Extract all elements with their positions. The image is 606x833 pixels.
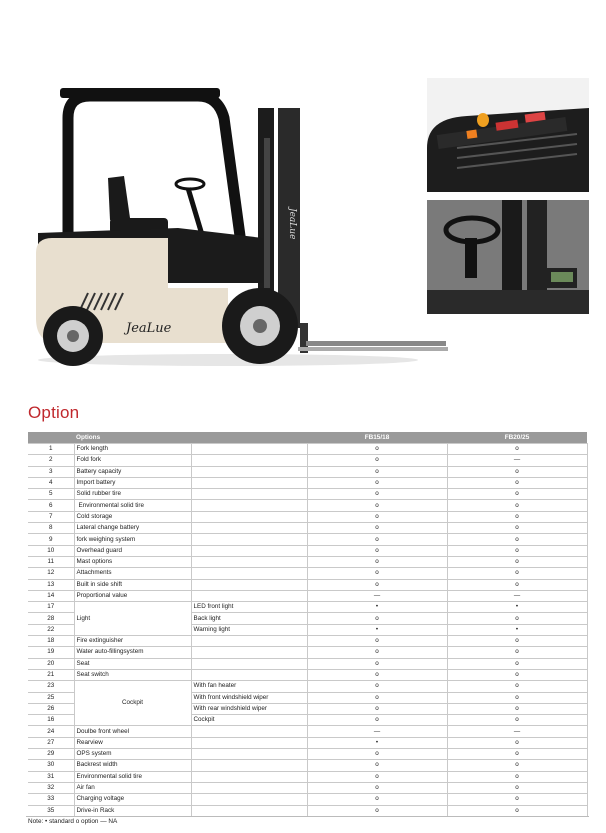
- model-b-mark: o: [447, 636, 587, 647]
- option-sub: [191, 782, 307, 793]
- option-sub: [191, 658, 307, 669]
- model-a-mark: •: [307, 602, 447, 613]
- option-sub: [191, 771, 307, 782]
- table-row: [28, 444, 587, 455]
- model-a-mark: o: [307, 500, 447, 511]
- model-a-mark: o: [307, 805, 447, 816]
- row-number: 17: [28, 602, 74, 613]
- model-b-mark: o: [447, 568, 587, 579]
- model-b-mark: o: [447, 794, 587, 805]
- row-number: 22: [28, 624, 74, 635]
- table-row: [28, 489, 587, 500]
- row-number: 4: [28, 477, 74, 488]
- option-name: Charging voltage: [74, 794, 191, 805]
- model-b-mark: o: [447, 647, 587, 658]
- model-a-mark: o: [307, 782, 447, 793]
- model-a-mark: o: [307, 556, 447, 567]
- model-a-mark: o: [307, 794, 447, 805]
- option-sub: [191, 556, 307, 567]
- legend-note: Note: • standard o option — NA: [28, 818, 118, 825]
- table-row: [28, 749, 587, 760]
- header-no: [28, 432, 74, 444]
- option-sub: [191, 523, 307, 534]
- row-number: 29: [28, 749, 74, 760]
- model-b-mark: o: [447, 523, 587, 534]
- model-b-mark: o: [447, 556, 587, 567]
- model-a-mark: o: [307, 545, 447, 556]
- model-a-mark: •: [307, 737, 447, 748]
- model-a-mark: o: [307, 523, 447, 534]
- option-sub: [191, 489, 307, 500]
- model-b-mark: o: [447, 681, 587, 692]
- table-row: [28, 602, 587, 613]
- row-number: 11: [28, 556, 74, 567]
- model-b-mark: —: [447, 590, 587, 601]
- model-b-mark: o: [447, 534, 587, 545]
- option-sub: [191, 511, 307, 522]
- option-sub: [191, 545, 307, 556]
- option-sub: [191, 477, 307, 488]
- row-number: 33: [28, 794, 74, 805]
- option-name: Rearview: [74, 737, 191, 748]
- model-a-mark: o: [307, 477, 447, 488]
- model-b-mark: o: [447, 613, 587, 624]
- option-name: Backrest width: [74, 760, 191, 771]
- row-number: 23: [28, 681, 74, 692]
- row-number: 24: [28, 726, 74, 737]
- option-name: Import battery: [74, 477, 191, 488]
- option-name: OPS system: [74, 749, 191, 760]
- section-title: Option: [28, 403, 80, 422]
- row-number: 12: [28, 568, 74, 579]
- table-row: [28, 579, 587, 590]
- option-sub: [191, 794, 307, 805]
- table-row: [28, 760, 587, 771]
- table-row: [28, 782, 587, 793]
- model-b-mark: o: [447, 692, 587, 703]
- option-sub: [191, 760, 307, 771]
- model-a-mark: o: [307, 455, 447, 466]
- option-sub: With fan heater: [191, 681, 307, 692]
- svg-text:JeaLue: JeaLue: [287, 208, 297, 240]
- model-a-mark: o: [307, 669, 447, 680]
- model-b-mark: o: [447, 760, 587, 771]
- options-table: [28, 432, 588, 817]
- model-b-mark: o: [447, 466, 587, 477]
- row-number: 6: [28, 500, 74, 511]
- option-name: Battery capacity: [74, 466, 191, 477]
- divider: [26, 816, 589, 817]
- option-sub: [191, 726, 307, 737]
- table-row: [28, 511, 587, 522]
- model-a-mark: o: [307, 444, 447, 455]
- row-number: 18: [28, 636, 74, 647]
- option-sub: [191, 669, 307, 680]
- group-cockpit: Cockpit: [74, 681, 191, 726]
- model-b-mark: o: [447, 489, 587, 500]
- model-a-mark: o: [307, 579, 447, 590]
- option-sub: [191, 636, 307, 647]
- option-name: Solid rubber tire: [74, 489, 191, 500]
- model-a-mark: o: [307, 613, 447, 624]
- model-a-mark: —: [307, 726, 447, 737]
- cockpit-photo: [427, 200, 589, 314]
- option-name: Environmental solid tire: [74, 771, 191, 782]
- table-row: [28, 523, 587, 534]
- option-name: Mast options: [74, 556, 191, 567]
- table-row: [28, 726, 587, 737]
- roof-lights-photo: [427, 78, 589, 192]
- table-row: [28, 805, 587, 816]
- option-name: Drive-in Rack: [74, 805, 191, 816]
- model-b-mark: o: [447, 545, 587, 556]
- option-sub: With front windshield wiper: [191, 692, 307, 703]
- table-row: [28, 737, 587, 748]
- model-b-mark: o: [447, 477, 587, 488]
- option-name: Built in side shift: [74, 579, 191, 590]
- header-model-b: FB20/25: [447, 432, 587, 444]
- option-sub: [191, 444, 307, 455]
- option-name: Fire extinguisher: [74, 636, 191, 647]
- option-sub: [191, 534, 307, 545]
- model-b-mark: o: [447, 579, 587, 590]
- group-light: Light: [74, 602, 191, 636]
- option-name: Water auto-fillingsystem: [74, 647, 191, 658]
- option-sub: Back light: [191, 613, 307, 624]
- option-sub: [191, 805, 307, 816]
- header-sub: [191, 432, 307, 444]
- model-a-mark: o: [307, 760, 447, 771]
- model-b-mark: o: [447, 749, 587, 760]
- row-number: 1: [28, 444, 74, 455]
- option-name: Lateral change battery: [74, 523, 191, 534]
- option-sub: [191, 590, 307, 601]
- option-name: Overhead guard: [74, 545, 191, 556]
- option-sub: [191, 500, 307, 511]
- model-a-mark: o: [307, 568, 447, 579]
- option-name: Proportional value: [74, 590, 191, 601]
- model-a-mark: o: [307, 681, 447, 692]
- option-sub: [191, 647, 307, 658]
- row-number: 26: [28, 703, 74, 714]
- table-row: [28, 477, 587, 488]
- row-number: 13: [28, 579, 74, 590]
- option-sub: Cockpit: [191, 715, 307, 726]
- table-row: [28, 669, 587, 680]
- model-a-mark: o: [307, 658, 447, 669]
- model-b-mark: o: [447, 511, 587, 522]
- model-b-mark: o: [447, 782, 587, 793]
- table-row: [28, 658, 587, 669]
- model-b-mark: —: [447, 455, 587, 466]
- model-a-mark: o: [307, 647, 447, 658]
- model-a-mark: o: [307, 511, 447, 522]
- row-number: 5: [28, 489, 74, 500]
- option-sub: [191, 568, 307, 579]
- row-number: 27: [28, 737, 74, 748]
- table-row: [28, 466, 587, 477]
- model-a-mark: o: [307, 534, 447, 545]
- model-a-mark: o: [307, 466, 447, 477]
- model-b-mark: —: [447, 726, 587, 737]
- row-number: 35: [28, 805, 74, 816]
- header-model-a: FB15/18: [307, 432, 447, 444]
- table-row: [28, 681, 587, 692]
- option-sub: Warning light: [191, 624, 307, 635]
- option-sub: [191, 455, 307, 466]
- model-a-mark: o: [307, 692, 447, 703]
- model-b-mark: o: [447, 658, 587, 669]
- model-b-mark: •: [447, 602, 587, 613]
- model-a-mark: o: [307, 636, 447, 647]
- model-b-mark: o: [447, 715, 587, 726]
- model-b-mark: o: [447, 669, 587, 680]
- header-options: Options: [74, 432, 191, 444]
- model-a-mark: —: [307, 590, 447, 601]
- row-number: 9: [28, 534, 74, 545]
- row-number: 30: [28, 760, 74, 771]
- option-name: Air fan: [74, 782, 191, 793]
- row-number: 32: [28, 782, 74, 793]
- table-row: [28, 771, 587, 782]
- model-a-mark: o: [307, 715, 447, 726]
- option-sub: [191, 579, 307, 590]
- table-row: [28, 647, 587, 658]
- option-sub: With rear windshield wiper: [191, 703, 307, 714]
- table-header-row: [28, 432, 587, 444]
- row-number: 20: [28, 658, 74, 669]
- row-number: 2: [28, 455, 74, 466]
- row-number: 19: [28, 647, 74, 658]
- option-sub: LED front light: [191, 602, 307, 613]
- row-number: 10: [28, 545, 74, 556]
- option-name: Attachments: [74, 568, 191, 579]
- model-b-mark: o: [447, 737, 587, 748]
- option-sub: [191, 737, 307, 748]
- model-a-mark: o: [307, 749, 447, 760]
- row-number: 25: [28, 692, 74, 703]
- row-number: 16: [28, 715, 74, 726]
- brand-logo: JeaLue: [126, 321, 172, 336]
- table-row: [28, 568, 587, 579]
- table-row: [28, 455, 587, 466]
- option-name: Fork length: [74, 444, 191, 455]
- table-row: [28, 534, 587, 545]
- option-sub: [191, 466, 307, 477]
- option-name: fork weighing system: [74, 534, 191, 545]
- row-number: 8: [28, 523, 74, 534]
- model-a-mark: o: [307, 489, 447, 500]
- table-row: [28, 636, 587, 647]
- forklift-image: [28, 78, 448, 368]
- option-name: Environmental solid tire: [74, 500, 191, 511]
- row-number: 28: [28, 613, 74, 624]
- option-name: Seat: [74, 658, 191, 669]
- option-name: Seat switch: [74, 669, 191, 680]
- table-row: [28, 590, 587, 601]
- row-number: 7: [28, 511, 74, 522]
- model-b-mark: o: [447, 703, 587, 714]
- model-b-mark: o: [447, 444, 587, 455]
- model-a-mark: •: [307, 624, 447, 635]
- option-name: Doulbe front wheel: [74, 726, 191, 737]
- option-sub: [191, 749, 307, 760]
- option-name: Fold fork: [74, 455, 191, 466]
- table-row: [28, 556, 587, 567]
- row-number: 3: [28, 466, 74, 477]
- model-b-mark: o: [447, 500, 587, 511]
- table-row: [28, 545, 587, 556]
- model-b-mark: •: [447, 624, 587, 635]
- table-row: [28, 794, 587, 805]
- model-a-mark: o: [307, 771, 447, 782]
- model-b-mark: o: [447, 771, 587, 782]
- table-row: [28, 500, 587, 511]
- model-a-mark: o: [307, 703, 447, 714]
- row-number: 21: [28, 669, 74, 680]
- model-b-mark: o: [447, 805, 587, 816]
- row-number: 31: [28, 771, 74, 782]
- row-number: 14: [28, 590, 74, 601]
- option-name: Cold storage: [74, 511, 191, 522]
